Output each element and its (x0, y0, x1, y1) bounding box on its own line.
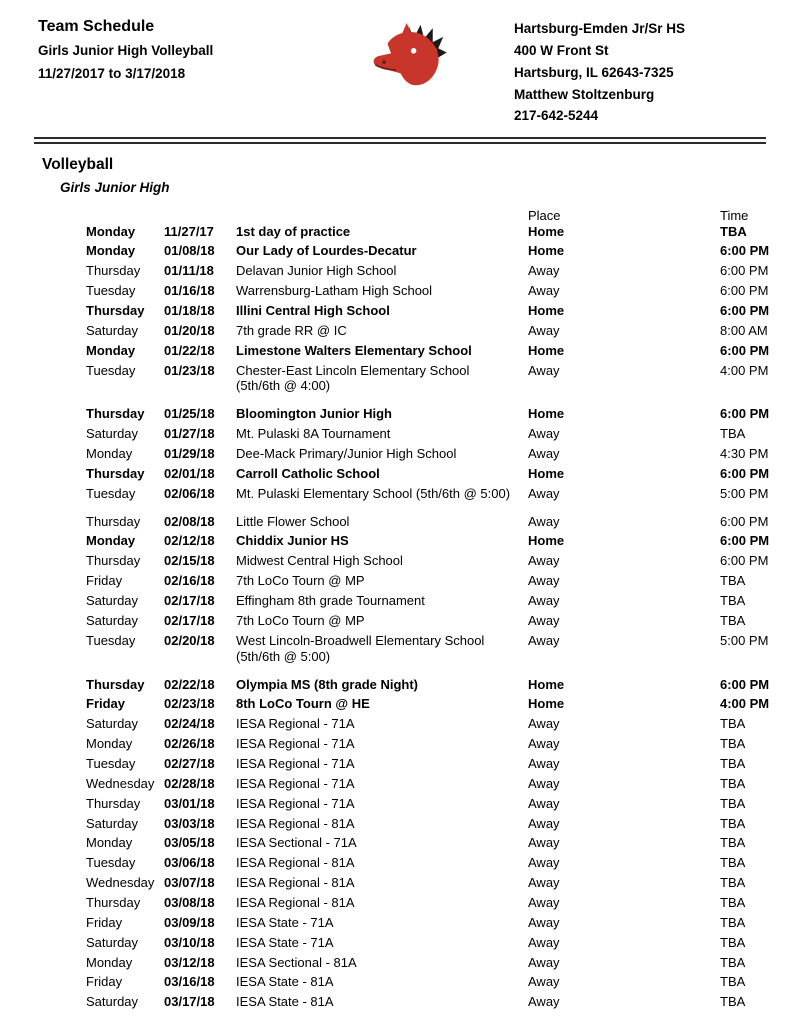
cell-day: Saturday (86, 994, 139, 1010)
cell-event: IESA Regional - 81A (236, 855, 355, 871)
cell-place: Away (528, 573, 560, 589)
cell-day: Thursday (86, 263, 141, 279)
cell-time: TBA (720, 593, 746, 609)
cell-place: Away (528, 994, 560, 1010)
schedule-row (86, 593, 772, 609)
cell-time: 6:00 PM (720, 533, 770, 549)
contact-name: Matthew Stoltzenburg (514, 86, 655, 102)
school-name: Hartsburg-Emden Jr/Sr HS (514, 21, 686, 36)
cell-date: 03/10/18 (164, 934, 215, 950)
cell-place: Away (528, 954, 560, 970)
cell-place: Away (528, 775, 560, 791)
cell-event: IESA State - 71A (236, 914, 334, 930)
schedule-row (86, 303, 772, 319)
cell-day: Thursday (86, 676, 145, 692)
date-range: 11/27/2017 to 3/17/2018 (38, 66, 186, 81)
cell-time: TBA (720, 815, 746, 831)
cell-event: IESA Regional - 71A (236, 755, 355, 771)
cell-day: Tuesday (86, 755, 136, 771)
cell-date: 02/28/18 (164, 775, 215, 791)
cell-time: TBA (720, 974, 746, 990)
cell-event: Mt. Pulaski 8A Tournament (236, 426, 391, 442)
cell-day: Monday (86, 446, 133, 462)
schedule-row (86, 633, 772, 665)
cell-event: Olympia MS (8th grade Night) (236, 676, 419, 692)
level-heading: Girls Junior High (60, 180, 170, 196)
cell-date: 01/23/18 (164, 362, 215, 378)
schedule-row (86, 514, 772, 530)
sport-heading: Volleyball (42, 156, 114, 174)
cell-event: 7th LoCo Tourn @ MP (236, 612, 365, 628)
cell-date: 03/16/18 (164, 974, 215, 990)
cell-event: Delavan Junior High School (236, 263, 397, 279)
schedule-row (86, 796, 772, 812)
schedule-row (86, 283, 772, 299)
schedule-row (86, 835, 772, 851)
schedule-row (86, 406, 772, 422)
cell-date: 03/03/18 (164, 815, 215, 831)
cell-place: Away (528, 875, 560, 891)
cell-day: Saturday (86, 612, 139, 628)
cell-day: Thursday (86, 406, 145, 422)
schedule-row (86, 224, 772, 240)
cell-time: 4:00 PM (720, 362, 769, 378)
schedule-row (86, 363, 772, 395)
header-time: Time (720, 208, 749, 224)
cell-date: 02/16/18 (164, 573, 215, 589)
cell-date: 02/20/18 (164, 632, 215, 648)
cell-day: Tuesday (86, 632, 136, 648)
cell-day: Monday (86, 342, 136, 358)
cell-day: Monday (86, 835, 133, 851)
cell-day: Saturday (86, 934, 139, 950)
cell-event: Little Flower School (236, 513, 350, 529)
cell-date: 01/18/18 (164, 303, 215, 319)
cell-place: Away (528, 263, 560, 279)
team-logo (308, 14, 514, 101)
cell-day: Saturday (86, 716, 139, 732)
double-rule-divider (34, 137, 766, 144)
cell-date: 01/08/18 (164, 243, 215, 259)
cell-time: 6:00 PM (720, 243, 770, 259)
cell-date: 02/23/18 (164, 696, 215, 712)
cell-day: Thursday (86, 303, 145, 319)
cell-time: 6:00 PM (720, 553, 769, 569)
cell-time: TBA (720, 914, 746, 930)
cell-time: TBA (720, 755, 746, 771)
cell-day: Thursday (86, 553, 141, 569)
schedule-row (86, 935, 772, 951)
cell-time: 8:00 AM (720, 322, 768, 338)
cell-place: Home (528, 533, 565, 549)
cell-place: Away (528, 974, 560, 990)
schedule-row (86, 776, 772, 792)
cell-time: TBA (720, 934, 746, 950)
header-day (86, 209, 164, 223)
cell-date: 02/24/18 (164, 716, 215, 732)
cell-place: Away (528, 934, 560, 950)
cell-place: Home (528, 243, 565, 259)
cell-event: Illini Central High School (236, 303, 390, 319)
schedule-row (86, 243, 772, 259)
cell-day: Friday (86, 914, 123, 930)
cell-day: Monday (86, 736, 133, 752)
cell-place: Away (528, 855, 560, 871)
header-left-block (38, 14, 308, 81)
cell-day: Saturday (86, 322, 139, 338)
cell-event: Warrensburg-Latham High School (236, 283, 433, 299)
cell-time: TBA (720, 223, 747, 239)
schedule-rows (86, 224, 772, 1011)
cell-date: 02/12/18 (164, 533, 215, 549)
table-header-row (86, 209, 772, 223)
cell-date: 11/27/17 (164, 223, 214, 239)
cell-date: 01/16/18 (164, 283, 215, 299)
schedule-row (86, 696, 772, 712)
schedule-row (86, 875, 772, 891)
header-date (164, 209, 236, 223)
cell-event: IESA Sectional - 81A (236, 954, 357, 970)
cell-time: 5:00 PM (720, 485, 769, 501)
schedule-row (86, 994, 772, 1010)
cell-date: 03/09/18 (164, 914, 215, 930)
cell-place: Home (528, 406, 565, 422)
page-header (28, 12, 772, 127)
cell-time: TBA (720, 573, 746, 589)
schedule-section (28, 156, 772, 1010)
cell-place: Home (528, 696, 565, 712)
team-name: Girls Junior High Volleyball (38, 43, 214, 58)
cell-event: IESA Regional - 71A (236, 775, 355, 791)
cell-place: Away (528, 815, 560, 831)
cell-event: IESA State - 81A (236, 974, 334, 990)
cell-place: Away (528, 362, 560, 378)
cell-date: 01/20/18 (164, 322, 215, 338)
cell-place: Away (528, 612, 560, 628)
cell-date: 02/22/18 (164, 676, 215, 692)
cell-day: Saturday (86, 815, 139, 831)
schedule-row (86, 263, 772, 279)
schedule-row (86, 915, 772, 931)
cell-place: Away (528, 894, 560, 910)
cell-event: Midwest Central High School (236, 553, 403, 569)
schedule-row (86, 955, 772, 971)
header-event (236, 209, 528, 223)
cell-day: Monday (86, 243, 136, 259)
cell-place: Away (528, 795, 560, 811)
cell-date: 02/08/18 (164, 513, 215, 529)
schedule-row (86, 426, 772, 442)
cell-day: Monday (86, 954, 133, 970)
cell-time: 6:00 PM (720, 342, 770, 358)
cell-event: Dee-Mack Primary/Junior High School (236, 446, 457, 462)
cell-day: Friday (86, 573, 123, 589)
cell-event: 7th LoCo Tourn @ MP (236, 573, 365, 589)
cell-time: 5:00 PM (720, 632, 769, 648)
cell-event: IESA Sectional - 71A (236, 835, 357, 851)
cell-date: 02/17/18 (164, 593, 215, 609)
cell-time: 6:00 PM (720, 263, 769, 279)
cell-day: Friday (86, 696, 126, 712)
schedule-row (86, 553, 772, 569)
cell-date: 03/06/18 (164, 855, 215, 871)
school-info-block (514, 14, 764, 127)
school-address-line1: 400 W Front St (514, 42, 609, 58)
cell-place: Home (528, 676, 565, 692)
cell-date: 02/17/18 (164, 612, 215, 628)
schedule-table (86, 209, 772, 1010)
cell-date: 02/06/18 (164, 485, 215, 501)
cell-time: TBA (720, 835, 746, 851)
cell-place: Away (528, 553, 560, 569)
cell-time: TBA (720, 612, 746, 628)
cell-date: 01/11/18 (164, 263, 214, 279)
schedule-row (86, 677, 772, 693)
cell-place: Away (528, 716, 560, 732)
cell-time: 6:00 PM (720, 676, 770, 692)
cell-day: Thursday (86, 513, 141, 529)
cell-date: 02/15/18 (164, 553, 215, 569)
schedule-row (86, 816, 772, 832)
cell-place: Home (528, 342, 565, 358)
cell-day: Friday (86, 974, 123, 990)
mascot-horse-head-icon (363, 16, 459, 101)
cell-day: Saturday (86, 593, 139, 609)
schedule-row (86, 466, 772, 482)
schedule-row (86, 974, 772, 990)
cell-time: 6:00 PM (720, 465, 770, 481)
cell-date: 02/27/18 (164, 755, 215, 771)
cell-day: Monday (86, 533, 136, 549)
cell-day: Thursday (86, 795, 141, 811)
cell-event: IESA Regional - 71A (236, 716, 355, 732)
cell-event: Chiddix Junior HS (236, 533, 349, 549)
school-address-line2: Hartsburg, IL 62643-7325 (514, 64, 674, 80)
cell-place: Away (528, 322, 560, 338)
cell-time: TBA (720, 954, 746, 970)
schedule-row (86, 486, 772, 502)
cell-day: Thursday (86, 894, 141, 910)
cell-time: TBA (720, 994, 746, 1010)
cell-time: TBA (720, 795, 746, 811)
cell-date: 03/05/18 (164, 835, 215, 851)
cell-date: 01/22/18 (164, 342, 215, 358)
schedule-row (86, 446, 772, 462)
cell-time: TBA (720, 894, 746, 910)
cell-event: Our Lady of Lourdes-Decatur (236, 243, 417, 259)
cell-time: TBA (720, 855, 746, 871)
cell-event: Chester-East Lincoln Elementary School (5th/6th @ 4:00) (236, 362, 470, 394)
cell-day: Wednesday (86, 875, 155, 891)
header-place: Place (528, 208, 561, 224)
schedule-row (86, 533, 772, 549)
schedule-row (86, 895, 772, 911)
cell-place: Away (528, 755, 560, 771)
cell-date: 01/27/18 (164, 426, 215, 442)
cell-time: TBA (720, 736, 746, 752)
cell-time: TBA (720, 775, 746, 791)
cell-time: 6:00 PM (720, 303, 770, 319)
cell-place: Away (528, 835, 560, 851)
cell-time: 6:00 PM (720, 283, 769, 299)
cell-place: Away (528, 914, 560, 930)
cell-place: Away (528, 283, 560, 299)
cell-date: 03/01/18 (164, 795, 215, 811)
cell-time: TBA (720, 875, 746, 891)
cell-event: Bloomington Junior High (236, 406, 392, 422)
cell-place: Home (528, 465, 565, 481)
cell-event: 1st day of practice (236, 223, 351, 239)
schedule-row (86, 323, 772, 339)
cell-day: Tuesday (86, 362, 136, 378)
cell-place: Away (528, 446, 560, 462)
cell-date: 03/12/18 (164, 954, 215, 970)
cell-day: Tuesday (86, 283, 136, 299)
schedule-row (86, 613, 772, 629)
cell-time: TBA (720, 426, 746, 442)
cell-time: 6:00 PM (720, 513, 769, 529)
cell-time: TBA (720, 716, 746, 732)
cell-date: 02/01/18 (164, 465, 215, 481)
cell-event: Limestone Walters Elementary School (236, 342, 472, 358)
cell-place: Away (528, 485, 560, 501)
cell-event: Carroll Catholic School (236, 465, 380, 481)
cell-event: Mt. Pulaski Elementary School (5th/6th @ 5:00) (236, 485, 511, 501)
cell-event: IESA Regional - 81A (236, 815, 355, 831)
cell-place: Home (528, 223, 565, 239)
schedule-row (86, 716, 772, 732)
cell-place: Away (528, 513, 560, 529)
cell-date: 02/26/18 (164, 736, 215, 752)
cell-day: Monday (86, 223, 136, 239)
cell-event: IESA Regional - 81A (236, 875, 355, 891)
page-title: Team Schedule (38, 18, 155, 35)
cell-event: Effingham 8th grade Tournament (236, 593, 425, 609)
cell-event: 7th grade RR @ IC (236, 322, 347, 338)
cell-time: 6:00 PM (720, 406, 770, 422)
cell-event: IESA Regional - 81A (236, 894, 355, 910)
contact-phone: 217-642-5244 (514, 108, 599, 124)
cell-time: 4:30 PM (720, 446, 769, 462)
schedule-row (86, 855, 772, 871)
cell-event: IESA State - 81A (236, 994, 334, 1010)
cell-date: 03/08/18 (164, 894, 215, 910)
schedule-row (86, 756, 772, 772)
cell-day: Wednesday (86, 775, 155, 791)
schedule-row (86, 736, 772, 752)
cell-place: Away (528, 632, 560, 648)
cell-day: Thursday (86, 465, 145, 481)
cell-event: IESA Regional - 71A (236, 736, 355, 752)
cell-day: Tuesday (86, 485, 136, 501)
cell-date: 01/25/18 (164, 406, 215, 422)
cell-time: 4:00 PM (720, 696, 770, 712)
cell-date: 03/07/18 (164, 875, 215, 891)
cell-date: 03/17/18 (164, 994, 215, 1010)
cell-place: Away (528, 426, 560, 442)
cell-place: Away (528, 736, 560, 752)
schedule-row (86, 343, 772, 359)
cell-event: West Lincoln-Broadwell Elementary School (5th/6th @ 5:00) (236, 632, 485, 664)
cell-place: Home (528, 303, 565, 319)
cell-date: 01/29/18 (164, 446, 215, 462)
cell-day: Tuesday (86, 855, 136, 871)
cell-event: IESA State - 71A (236, 934, 334, 950)
cell-place: Away (528, 593, 560, 609)
schedule-row (86, 573, 772, 589)
cell-day: Saturday (86, 426, 139, 442)
cell-event: 8th LoCo Tourn @ HE (236, 696, 370, 712)
cell-event: IESA Regional - 71A (236, 795, 355, 811)
